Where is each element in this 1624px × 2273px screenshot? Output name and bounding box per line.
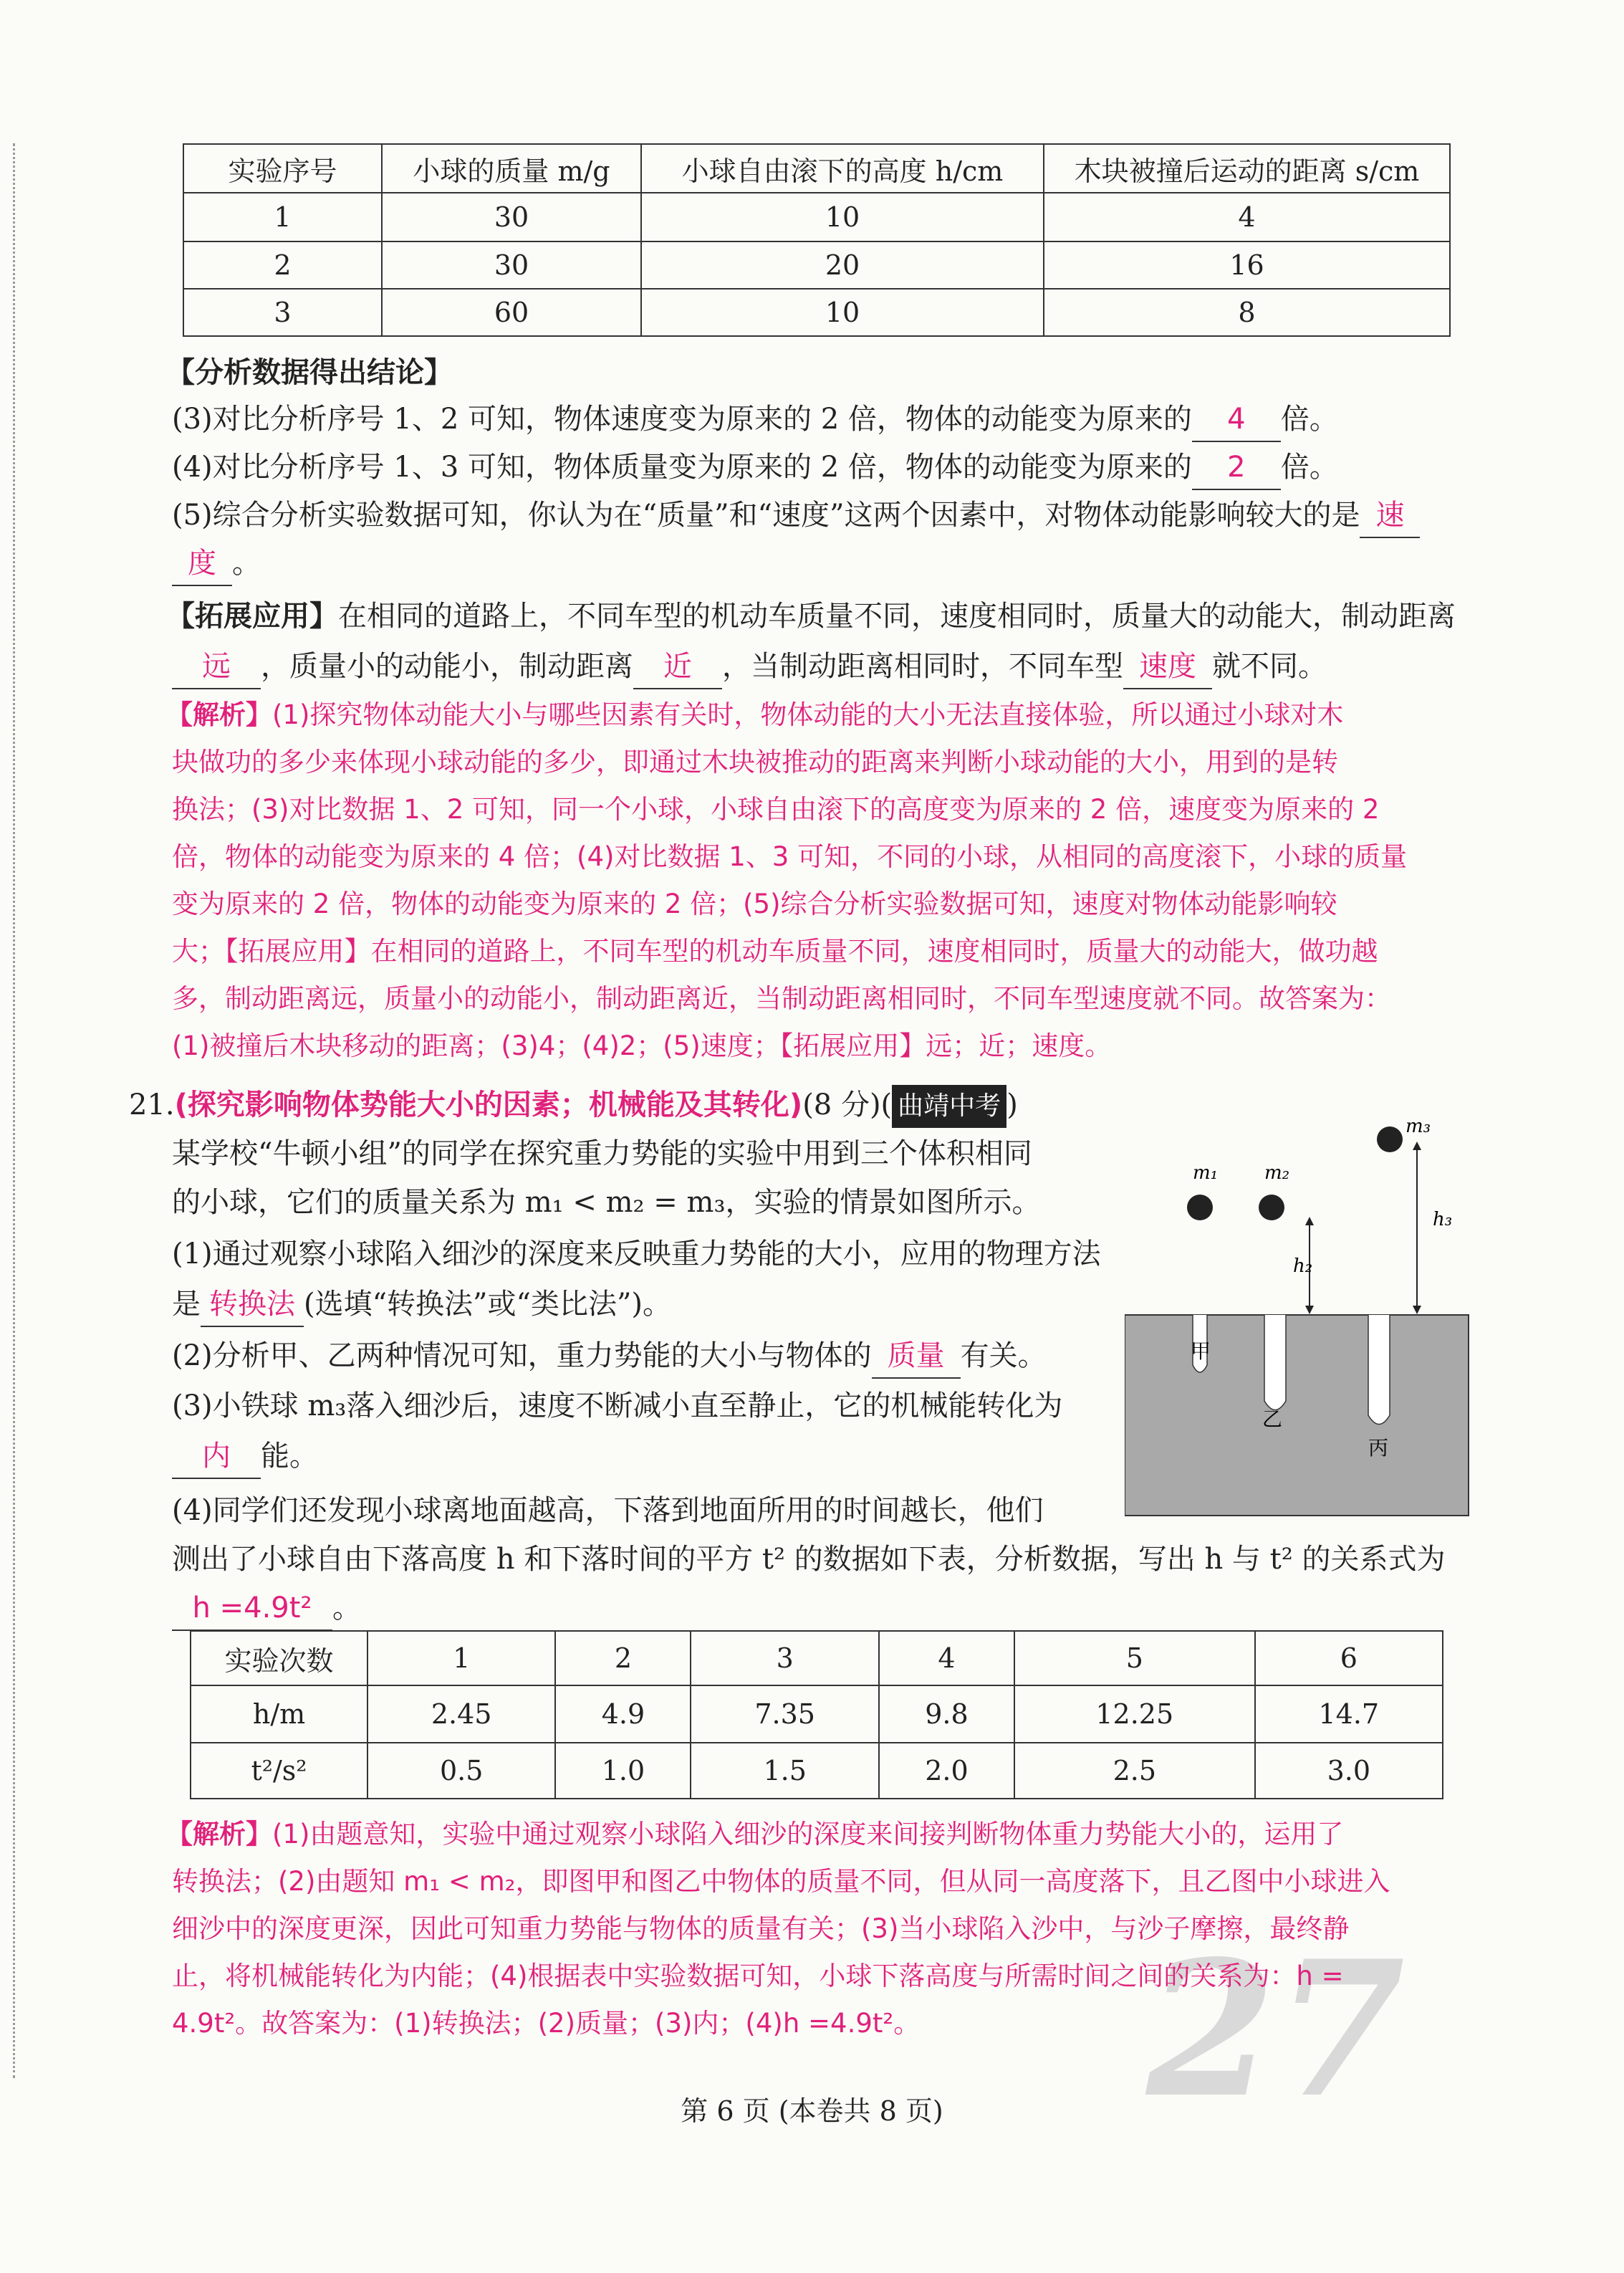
solution-line: 4.9t²。故答案为：(1)转换法；(2)质量；(3)内；(4)h =4.9t²。	[172, 2008, 921, 2039]
table-cell: t²/s²	[191, 1743, 367, 1799]
solution-text: (1)探究物体动能大小与哪些因素有关时，物体动能的大小无法直接体验，所以通过小球对木	[272, 699, 1344, 730]
question-21-part-4	[172, 1587, 361, 1631]
table-cell: 1.5	[691, 1743, 878, 1799]
extension-application-cont	[172, 645, 1327, 689]
answer-blank: 4	[1192, 398, 1281, 442]
extension-text: ，质量小的动能小，制动距离	[261, 650, 633, 683]
question-21-part-1	[172, 1283, 671, 1327]
page-number-watermark: 27	[1146, 1920, 1406, 2139]
table-cell: 9.8	[879, 1685, 1014, 1743]
table-row	[191, 1743, 1443, 1799]
solution-line: (1)被撞后木块移动的距离；(3)4；(4)2；(5)速度；【拓展应用】远；近；速度。	[172, 1030, 1112, 1061]
answer-blank: 2	[1192, 446, 1281, 490]
solution-line: 细沙中的深度更深，因此可知重力势能与物体的质量有关；(3)当小球陷入沙中，与沙子摩擦，最终静	[172, 1913, 1350, 1944]
page-footer: 第 6 页 (本卷共 8 页)	[681, 2095, 943, 2127]
answer-blank: 质量	[872, 1334, 961, 1379]
binding-margin-line	[13, 143, 15, 2078]
answer-blank: 速度	[1123, 645, 1212, 689]
table1-header: 实验序号	[183, 144, 382, 193]
table-cell: 2.0	[879, 1743, 1014, 1799]
answer-blank: 速	[1360, 494, 1420, 538]
question-text: 是	[172, 1288, 201, 1321]
table1-header: 小球自由滚下的高度 h/cm	[641, 144, 1044, 193]
answer-blank: 远	[172, 645, 261, 689]
label-yi: 乙	[1262, 1407, 1283, 1431]
solution-text: (1)由题意知，实验中通过观察小球陷入细沙的深度来间接判断物体重力势能大小的，运用了	[272, 1819, 1344, 1849]
table-cell: 3	[691, 1631, 878, 1685]
table-row	[183, 193, 1450, 241]
score-close: )	[1006, 1088, 1018, 1121]
ball-m2	[1259, 1195, 1284, 1220]
question-21-header	[129, 1083, 1018, 1128]
answer-blank: 度	[172, 542, 232, 586]
table-cell: 16	[1044, 241, 1450, 289]
question-text: 倍。	[1280, 451, 1338, 484]
question-text: 某学校“牛顿小组”的同学在探究重力势能的实验中用到三个体积相同	[172, 1137, 1032, 1170]
question-text: (3)对比分析序号 1、2 可知，物体速度变为原来的 2 倍，物体的动能变为原来的	[172, 403, 1192, 436]
dent-yi	[1264, 1315, 1286, 1410]
label-h3: h₃	[1433, 1209, 1453, 1230]
label-h2: h₂	[1293, 1255, 1313, 1277]
table-cell: 实验次数	[191, 1631, 367, 1685]
question-text: 能。	[261, 1440, 318, 1473]
solution-line: 变为原来的 2 倍，物体的动能变为原来的 2 倍；(5)综合分析实验数据可知，速度对物体动能影响较	[172, 889, 1337, 919]
question-text: 测出了小球自由下落高度 h 和下落时间的平方 t² 的数据如下表，分析数据，写出 h 与 t² 的关系式为	[172, 1543, 1446, 1576]
table-cell: 4.9	[555, 1685, 691, 1743]
experiment-table-2	[190, 1630, 1443, 1799]
table-cell: 8	[1044, 289, 1450, 336]
table-cell: 2	[555, 1631, 691, 1685]
sand-experiment-figure	[1125, 1118, 1540, 1519]
question-text: (4)对比分析序号 1、3 可知，物体质量变为原来的 2 倍，物体的动能变为原来的	[172, 451, 1192, 484]
question-text: (5)综合分析实验数据可知，你认为在“质量”和“速度”这两个因素中，对物体动能影响较大的是	[172, 499, 1360, 532]
table-cell: 30	[382, 241, 641, 289]
label-m3: m₃	[1406, 1118, 1431, 1137]
question-5	[172, 494, 1420, 538]
question-text: 。	[232, 547, 261, 580]
table-cell: h/m	[191, 1685, 367, 1743]
sand-box	[1125, 1315, 1469, 1516]
source-badge: 曲靖中考	[892, 1085, 1006, 1128]
solution-line: 换法；(3)对比数据 1、2 可知，同一个小球，小球自由滚下的高度变为原来的 2 倍，速度变为原来的 2	[172, 794, 1380, 825]
answer-blank: 转换法	[201, 1283, 304, 1327]
label-m1: m₁	[1193, 1162, 1219, 1184]
extension-text: 在相同的道路上，不同车型的机动车质量不同，速度相同时，质量大的动能大，制动距离	[338, 600, 1456, 633]
solution-line: 块做功的多少来体现小球动能的多少，即通过木块被推动的距离来判断小球动能的大小，用到的是转	[172, 747, 1338, 777]
section-heading-analysis: 【分析数据得出结论】	[166, 356, 453, 389]
table-row	[191, 1631, 1443, 1685]
question-text: 倍。	[1280, 403, 1338, 436]
topic-tag: (探究影响物体势能大小的因素；机械能及其转化)	[174, 1088, 803, 1121]
table-cell: 1	[367, 1631, 555, 1685]
solution-line: 大；【拓展应用】在相同的道路上，不同车型的机动车质量不同，速度相同时，质量大的动能大，做功越	[172, 936, 1378, 967]
ball-m1	[1187, 1195, 1213, 1220]
ball-m3	[1377, 1126, 1403, 1152]
solution-line	[166, 694, 1343, 737]
solution-label: 【解析】	[166, 1819, 272, 1849]
question-text: 的小球，它们的质量关系为 m₁ < m₂ = m₃，实验的情景如图所示。	[172, 1186, 1041, 1219]
table-cell: 3	[183, 289, 382, 336]
extension-label: 【拓展应用】	[166, 600, 338, 633]
table-cell: 1	[183, 193, 382, 241]
question-4	[172, 446, 1338, 490]
table-cell: 12.25	[1014, 1685, 1255, 1743]
question-text: (2)分析甲、乙两种情况可知，重力势能的大小与物体的	[172, 1339, 872, 1372]
label-jia: 甲	[1191, 1339, 1211, 1363]
extension-text: 就不同。	[1212, 650, 1327, 683]
table-row	[191, 1685, 1443, 1743]
score: (8 分)(	[802, 1088, 893, 1121]
question-text: (选填“转换法”或“类比法”)。	[304, 1288, 672, 1321]
label-m2: m₂	[1264, 1162, 1290, 1184]
answer-blank: h =4.9t²	[172, 1587, 332, 1631]
table-cell: 1.0	[555, 1743, 691, 1799]
question-text: (1)通过观察小球陷入细沙的深度来反映重力势能的大小，应用的物理方法	[172, 1238, 1101, 1271]
table-row	[183, 289, 1450, 336]
table-cell: 10	[641, 289, 1044, 336]
table-cell: 2.5	[1014, 1743, 1255, 1799]
question-text: (3)小铁球 m₃落入细沙后，速度不断减小直至静止，它的机械能转化为	[172, 1389, 1063, 1422]
table-cell: 0.5	[367, 1743, 555, 1799]
table-cell: 3.0	[1255, 1743, 1443, 1799]
solution-line: 多，制动距离远，质量小的动能小，制动距离近，当制动距离相同时，不同车型速度就不同。故答案为：	[172, 983, 1391, 1014]
question-21-part-3	[172, 1435, 318, 1479]
table-cell: 2.45	[367, 1685, 555, 1743]
extension-text: ，当制动距离相同时，不同车型	[722, 650, 1123, 683]
table-row	[183, 241, 1450, 289]
question-text: 。	[332, 1592, 361, 1624]
question-text: 有关。	[960, 1339, 1047, 1372]
question-5-cont	[172, 542, 261, 586]
table-cell: 7.35	[691, 1685, 878, 1743]
table-cell: 2	[183, 241, 382, 289]
table-cell: 60	[382, 289, 641, 336]
table-cell: 14.7	[1255, 1685, 1443, 1743]
solution-line: 止，将机械能转化为内能；(4)根据表中实验数据可知，小球下落高度与所需时间之间的关系为：h =	[172, 1961, 1344, 1991]
solution-line: 转换法；(2)由题知 m₁ < m₂，即图甲和图乙中物体的质量不同，但从同一高度落下，且乙图中小球进入	[172, 1866, 1390, 1897]
question-text: (4)同学们还发现小球离地面越高，下落到地面所用的时间越长，他们	[172, 1494, 1044, 1527]
solution-line	[166, 1813, 1343, 1856]
table-cell: 20	[641, 241, 1044, 289]
extension-application	[166, 595, 1456, 638]
answer-blank: 近	[633, 645, 722, 689]
dent-bing	[1368, 1315, 1390, 1425]
table-cell: 5	[1014, 1631, 1255, 1685]
table-cell: 6	[1255, 1631, 1443, 1685]
table-cell: 10	[641, 193, 1044, 241]
label-bing: 丙	[1368, 1436, 1389, 1460]
table-cell: 30	[382, 193, 641, 241]
question-number: 21.	[129, 1088, 175, 1121]
table-cell: 4	[1044, 193, 1450, 241]
table-cell: 4	[879, 1631, 1014, 1685]
solution-label: 【解析】	[166, 699, 272, 730]
table1-header: 木块被撞后运动的距离 s/cm	[1044, 144, 1450, 193]
answer-blank: 内	[172, 1435, 261, 1479]
question-21-part-2	[172, 1334, 1047, 1379]
table1-header: 小球的质量 m/g	[382, 144, 641, 193]
solution-line: 倍，物体的动能变为原来的 4 倍；(4)对比数据 1、3 可知，不同的小球，从相同的高度滚下，小球的质量	[172, 841, 1408, 872]
experiment-table-1	[183, 143, 1451, 337]
question-3	[172, 398, 1338, 442]
